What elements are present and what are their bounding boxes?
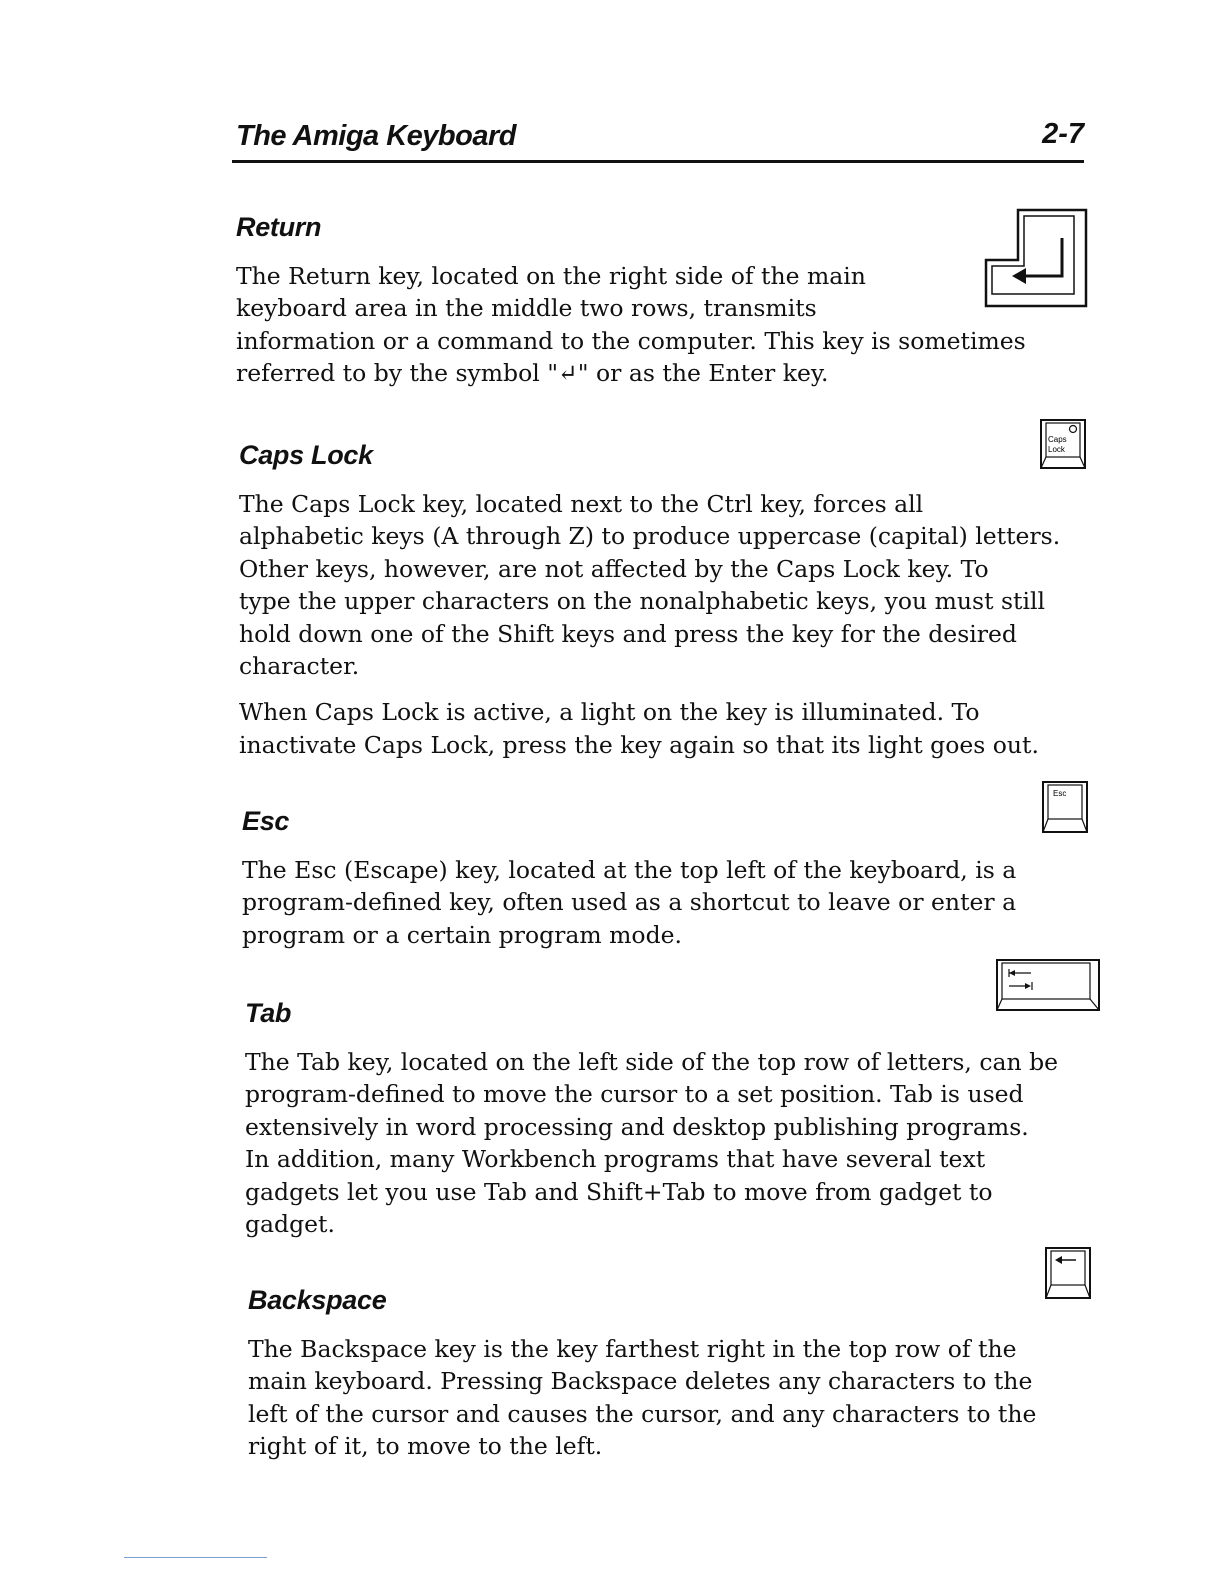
esc-key-icon: [1041, 780, 1089, 834]
body-line: The Esc (Escape) key, located at the top left of the keyboard, is a: [242, 856, 1017, 884]
section-heading: Esc: [242, 806, 290, 836]
caps-lock-key-icon: [1039, 418, 1087, 470]
body-line: gadgets let you use Tab and Shift+Tab to move from gadget to: [245, 1177, 993, 1206]
body-line: referred to by the symbol "↵" or as the Enter key.: [236, 359, 829, 388]
caps-lock-label-1: Caps: [1048, 435, 1067, 444]
body-line: information or a command to the computer. This key is sometimes: [236, 326, 1026, 355]
section-body: [248, 1333, 1108, 1463]
body-line: gadget.: [245, 1210, 335, 1239]
body-line: hold down one of the Shift keys and press the key for the desired: [239, 619, 1017, 648]
section-heading: Tab: [245, 998, 292, 1028]
section-return: [236, 212, 1096, 390]
body-line: In addition, many Workbench programs that have several text: [245, 1145, 986, 1174]
body-line: The Return key, located on the right side of the main: [236, 262, 866, 290]
body-line: Other keys, however, are not affected by the Caps Lock key. To: [239, 554, 989, 583]
footer-rule: [124, 1557, 267, 1558]
section-backspace: [248, 1285, 1108, 1463]
section-heading: Return: [236, 212, 322, 242]
body-line: The Backspace key is the key farthest right in the top row of the: [248, 1335, 1017, 1363]
body-line: left of the cursor and causes the cursor, and any characters to the: [248, 1399, 1037, 1428]
chapter-title: The Amiga Keyboard: [236, 120, 516, 152]
body-line: The Caps Lock key, located next to the Ctrl key, forces all: [239, 490, 924, 518]
body-line: extensively in word processing and desktop publishing programs.: [245, 1112, 1029, 1141]
section-body: [242, 854, 1102, 951]
return-key-icon: [982, 208, 1090, 310]
body-line: alphabetic keys (A through Z) to produce uppercase (capital) letters.: [239, 522, 1061, 551]
section-heading: Backspace: [248, 1285, 387, 1315]
body-line: program or a certain program mode.: [242, 920, 682, 949]
body-line: type the upper characters on the nonalphabetic keys, you must still: [239, 587, 1046, 616]
esc-label: Esc: [1053, 789, 1067, 798]
body-line: inactivate Caps Lock, press the key again so that its light goes out.: [239, 730, 1039, 759]
body-line: When Caps Lock is active, a light on the key is illuminated. To: [239, 698, 980, 727]
page-header: [232, 118, 1084, 163]
body-line: keyboard area in the middle two rows, transmits: [236, 294, 817, 323]
section-caps-lock: [239, 440, 1099, 761]
body-line: program-defined key, often used as a shortcut to leave or enter a: [242, 888, 1017, 917]
backspace-key-icon: [1044, 1246, 1092, 1300]
tab-key-icon: [995, 958, 1101, 1012]
body-line: The Tab key, located on the left side of the top row of letters, can be: [245, 1048, 1059, 1076]
body-line: character.: [239, 652, 360, 681]
caps-lock-label-2: Lock: [1048, 445, 1065, 454]
section-body: [245, 1046, 1105, 1240]
body-line: program-defined to move the cursor to a set position. Tab is used: [245, 1080, 1024, 1109]
section-body: [239, 488, 1099, 761]
body-line: right of it, to move to the left.: [248, 1432, 603, 1461]
body-line: main keyboard. Pressing Backspace deletes any characters to the: [248, 1367, 1033, 1396]
page-number: 2-7: [1042, 118, 1084, 150]
section-tab: [245, 998, 1105, 1240]
section-esc: [242, 806, 1102, 951]
section-heading: Caps Lock: [239, 440, 373, 470]
section-body: [236, 260, 1096, 390]
